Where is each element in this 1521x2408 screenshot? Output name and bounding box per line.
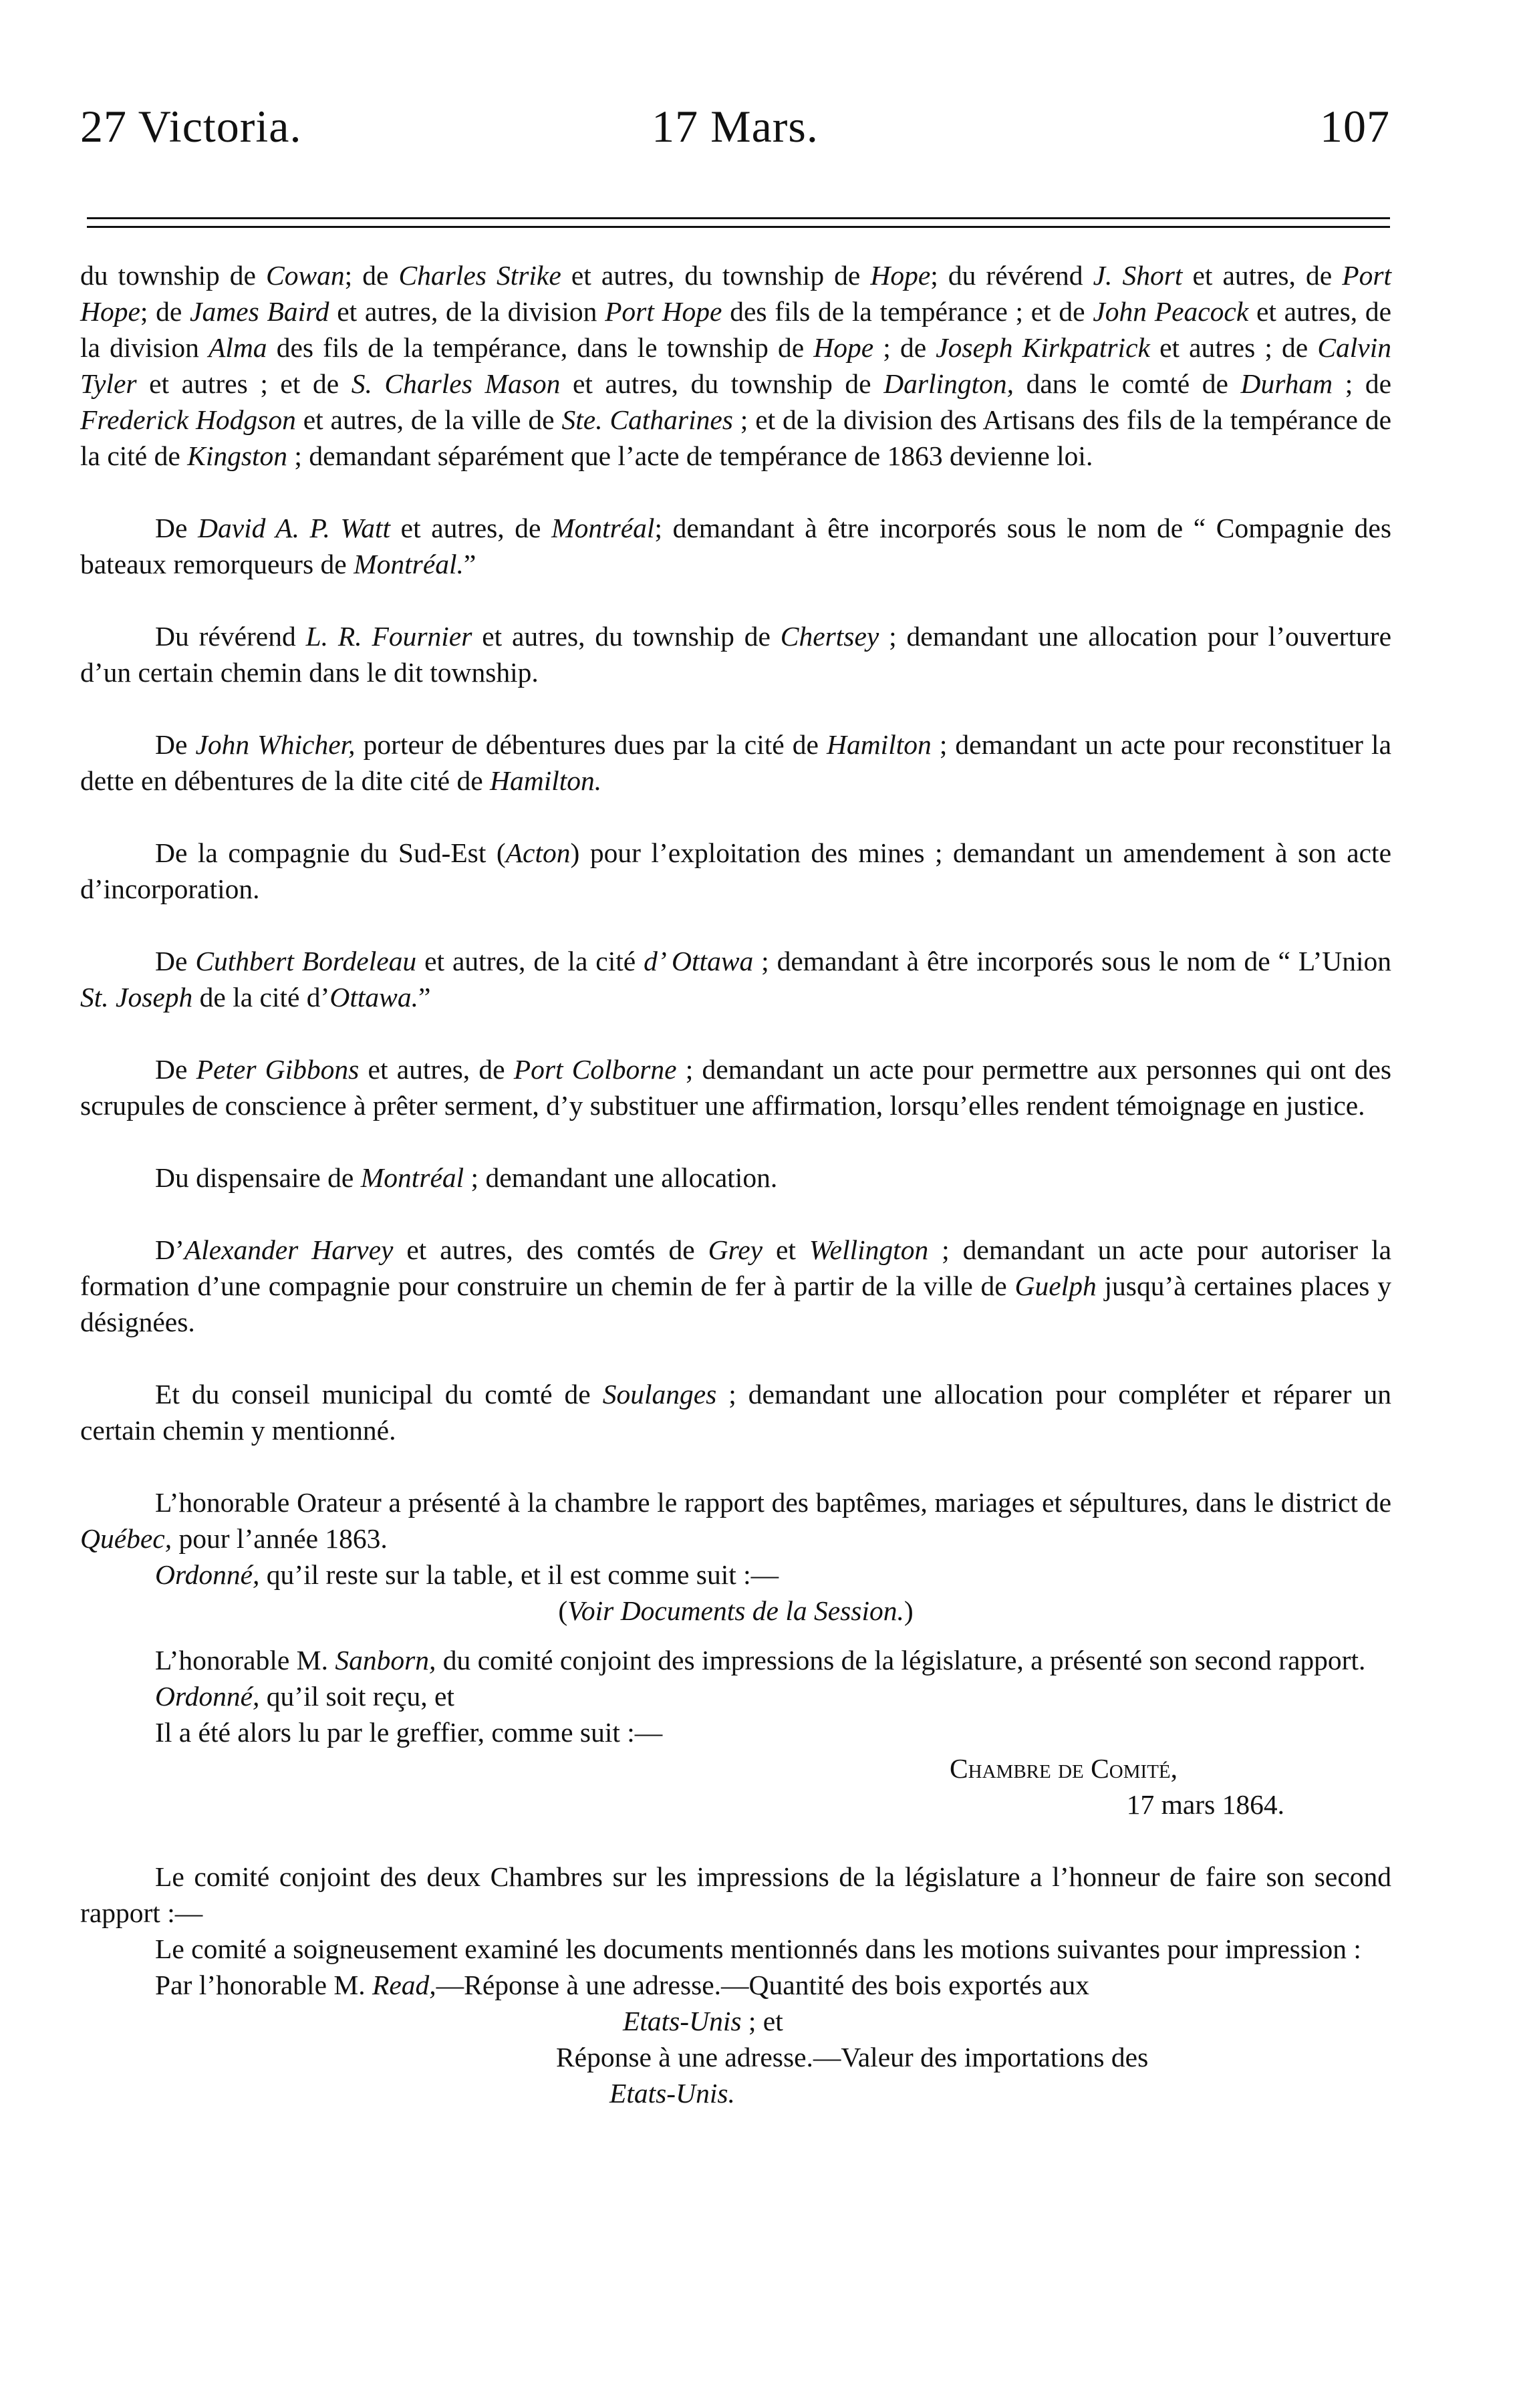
paragraph-lu-greffier: Il a été alors lu par le greffier, comme suit :— [155,1717,663,1748]
paragraph-orateur-report: L’honorable Orateur a présenté à la chambre le rapport des baptêmes, mariages et sépultures, dans le district de Québec, pour l’année 1863. [80,1487,1391,1554]
document-body [80,257,1391,2111]
italic-name: Peter Gibbons [196,1054,360,1085]
paragraph-bordeleau-petition: De Cuthbert Bordeleau et autres, de la cité d’ Ottawa ; demandant à être incorporés sous le nom de “ L’Union St. Joseph de la cité d’Ottawa.” [80,946,1392,1013]
italic-name: Montréal [551,513,655,543]
italic-name: Durham [1240,368,1333,399]
italic-name: Alexander Harvey [184,1234,394,1265]
paragraph-sanborn-report: L’honorable M. Sanborn, du comité conjoint des impressions de la législature, a présenté son second rapport. [155,1645,1366,1676]
italic-name: L. R. Fournier [305,621,472,652]
italic-name: Cuthbert Bordeleau [195,946,417,976]
italic-name: Cowan [266,260,345,291]
paragraph-harvey-petition: D’Alexander Harvey et autres, des comtés de Grey et Wellington ; demandant un acte pour autoriser la formation d’une compagnie pour construire un chemin de fer à partir de la ville de Guelph jusqu’à certaines places y désignées. [80,1234,1392,1337]
italic-name: Port Colborne [513,1054,677,1085]
italic-name: Soulanges [602,1379,717,1410]
paragraph-watt-petition: De David A. P. Watt et autres, de Montréal; demandant à être incorporés sous le nom de “ Compagnie des bateaux remorqueurs de Montréal.” [80,513,1392,579]
italic-name: J. Short [1093,260,1183,291]
paragraph-ordonne-table: Ordonné, qu’il reste sur la table, et il est comme suit :— [155,1559,779,1590]
italic-name: John Peacock [1093,296,1249,327]
signature-place: Chambre de Comité, [949,1753,1178,1784]
italic-name: Darlington, [883,368,1014,399]
italic-name: Ordonné, [155,1681,260,1712]
paragraph-temperance-petitions: du township de Cowan; de Charles Strike et autres, du township de Hope; du révérend J. Short et autres, de Port Hope; de James Baird et autres, de la division Port Hope des fils de la tempérance ; et de John Peacock et autres, de la division Alma des fils de la tempérance, dans le township de Hope ; de Joseph Kirkpatrick et autres ; de Calvin Tyler et autres ; et de S. Charles Mason et autres, du township de Darlington, dans le comté de Durham ; de Frederick Hodgson et autres, de la ville de Ste. Catharines ; et de la division des Artisans des fils de la tempérance de la cité de Kingston ; demandant séparément que l’acte de tempérance de 1863 devienne loi. [80,260,1392,471]
italic-name: Port Hope [605,296,722,327]
italic-name: d’ Ottawa [644,946,754,976]
italic-name: Ottawa. [329,982,418,1013]
header-session: 27 Victoria. [80,101,302,152]
italic-name: Joseph Kirkpatrick [936,332,1150,363]
italic-name: Hope [813,332,874,363]
paragraph-soulanges-petition: Et du conseil municipal du comté de Soulanges ; demandant une allocation pour compléter et réparer un certain chemin y mentionné. [80,1379,1391,1446]
header-rule-bottom [87,226,1390,228]
italic-name: Montréal [360,1162,464,1193]
italic-name: Sanborn, [335,1645,436,1676]
italic-name: Frederick Hodgson [80,404,296,435]
signature-date: 17 mars 1864. [1126,1789,1284,1820]
italic-name: John Whicher, [195,729,356,760]
italic-name: Kingston [187,440,288,471]
italic-name: Hamilton [826,729,932,760]
italic-name: Grey [708,1234,763,1265]
paragraph-gibbons-petition: De Peter Gibbons et autres, de Port Colborne ; demandant un acte pour permettre aux personnes qui ont des scrupules de conscience à prêter serment, d’y substituer une affirmation, lorsqu’elles rendent témoignage en justice. [80,1054,1392,1121]
paragraph-fournier-petition: Du révérend L. R. Fournier et autres, du township de Chertsey ; demandant une allocation pour l’ouverture d’un certain chemin dans le dit township. [80,621,1392,688]
italic-name: St. Joseph [80,982,193,1013]
italic-name: Port Hope [80,260,1391,327]
italic-name: Acton [505,837,571,868]
italic-name: Guelph [1014,1270,1097,1301]
italic-name: Calvin Tyler [80,332,1391,399]
paragraph-sud-est-petition: De la compagnie du Sud-Est (Acton) pour l’exploitation des mines ; demandant un amendement à son acte d’incorporation. [80,837,1391,904]
paragraph-comite-rapport: Le comité conjoint des deux Chambres sur les impressions de la législature a l’honneur de faire son second rapport :— [80,1861,1391,1928]
italic-name: David A. P. Watt [197,513,391,543]
italic-name: Ordonné, [155,1559,260,1590]
italic-name: Hamilton. [490,765,602,796]
paragraph-read-motion: Par l’honorable M. Read,—Réponse à une adresse.—Quantité des bois exportés aux [155,1970,1089,2000]
italic-name: Alma [208,332,267,363]
paragraph-dispensaire-petition: Du dispensaire de Montréal ; demandant une allocation. [155,1162,778,1193]
italic-name: S. Charles Mason [351,368,561,399]
italic-name: Read, [372,1970,436,2000]
italic-name: Montréal. [354,549,464,579]
italic-name: Chertsey [780,621,879,652]
page-number: 107 [1320,101,1390,152]
paragraph-reponse-adresse: Réponse à une adresse.—Valeur des importations des [556,2042,1149,2072]
page-header [80,100,1390,180]
header-rule-top [87,217,1390,219]
paragraph-ordonne-recu: Ordonné, qu’il soit reçu, et [155,1681,454,1712]
italic-name: Charles Strike [398,260,561,291]
paragraph-voir-documents: (Voir Documents de la Session.) [558,1595,914,1626]
italic-name: Québec, [80,1523,172,1554]
paragraph-reponse-adresse-cont [80,2075,1391,2111]
italic-name: Hope [870,260,931,291]
paragraph-comite-examine: Le comité a soigneusement examiné les documents mentionnés dans les motions suivantes pour impression : [155,1933,1361,1964]
italic-name: Etats-Unis. [609,2078,735,2109]
italic-name: Voir Documents de la Session. [567,1595,904,1626]
italic-name: Etats-Unis [623,2006,742,2036]
italic-name: Wellington [809,1234,929,1265]
italic-name: Ste. Catharines [561,404,733,435]
paragraph-whicher-petition: De John Whicher, porteur de débentures dues par la cité de Hamilton ; demandant un acte pour reconstituer la dette en débentures de la dite cité de Hamilton. [80,729,1391,796]
header-date: 17 Mars. [652,101,819,152]
paragraph-read-motion-cont: Etats-Unis ; et [623,2006,783,2036]
italic-name: James Baird [190,296,329,327]
